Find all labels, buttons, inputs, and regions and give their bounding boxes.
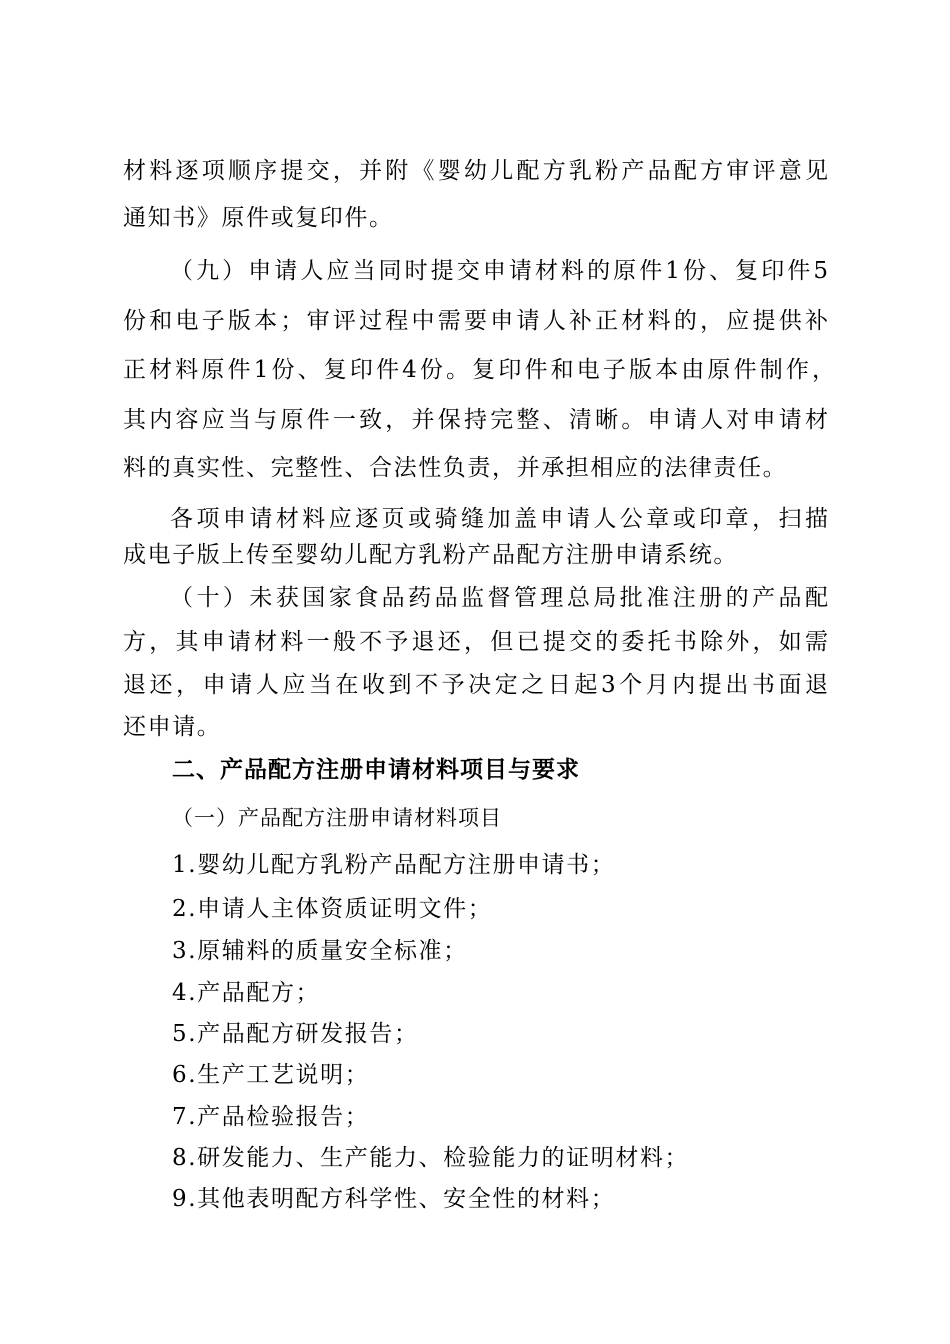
list-item-6: 6.生产工艺说明；	[172, 1062, 370, 1088]
list-item-8: 8.研发能力、生产能力、检验能力的证明材料；	[172, 1145, 690, 1171]
list-item-1: 1.婴幼儿配方乳粉产品配方注册申请书；	[172, 852, 616, 878]
para-8-line-2: 通知书》原件或复印件。	[123, 205, 394, 231]
list-item-2: 2.申请人主体资质证明文件；	[172, 896, 493, 922]
para-9-line-2: 份和电子版本；审评过程中需要申请人补正材料的，应提供补	[123, 308, 828, 334]
para-seal-line-2: 成电子版上传至婴幼儿配方乳粉产品配方注册申请系统。	[123, 542, 738, 568]
list-item-9: 9.其他表明配方科学性、安全性的材料；	[172, 1186, 616, 1212]
para-8-line-1: 材料逐项顺序提交，并附《婴幼儿配方乳粉产品配方审评意见	[123, 158, 828, 184]
para-10-line-2: 方，其申请材料一般不予退还，但已提交的委托书除外，如需	[123, 629, 828, 655]
list-item-7: 7.产品检验报告；	[172, 1104, 370, 1130]
para-9-line-5: 料的真实性、完整性、合法性负责，并承担相应的法律责任。	[123, 455, 788, 481]
para-10-line-3: 退还，申请人应当在收到不予决定之日起3个月内提出书面退	[123, 672, 828, 698]
para-9-line-1: （九）申请人应当同时提交申请材料的原件1份、复印件5	[170, 258, 828, 284]
para-9-line-4: 其内容应当与原件一致，并保持完整、清晰。申请人对申请材	[123, 407, 828, 433]
list-item-3: 3.原辅料的质量安全标准；	[172, 938, 468, 964]
para-seal-line-1: 各项申请材料应逐页或骑缝加盖申请人公章或印章，扫描	[170, 506, 828, 532]
list-item-4: 4.产品配方；	[172, 980, 321, 1006]
list-item-5: 5.产品配方研发报告；	[172, 1021, 419, 1047]
para-10-line-1: （十）未获国家食品药品监督管理总局批准注册的产品配	[170, 585, 828, 611]
para-9-line-3: 正材料原件1份、复印件4份。复印件和电子版本由原件制作，	[123, 357, 835, 383]
para-10-line-4: 还申请。	[123, 714, 222, 740]
subsection-1-heading: （一）产品配方注册申请材料项目	[172, 806, 502, 830]
section-2-heading: 二、产品配方注册申请材料项目与要求	[172, 757, 580, 783]
